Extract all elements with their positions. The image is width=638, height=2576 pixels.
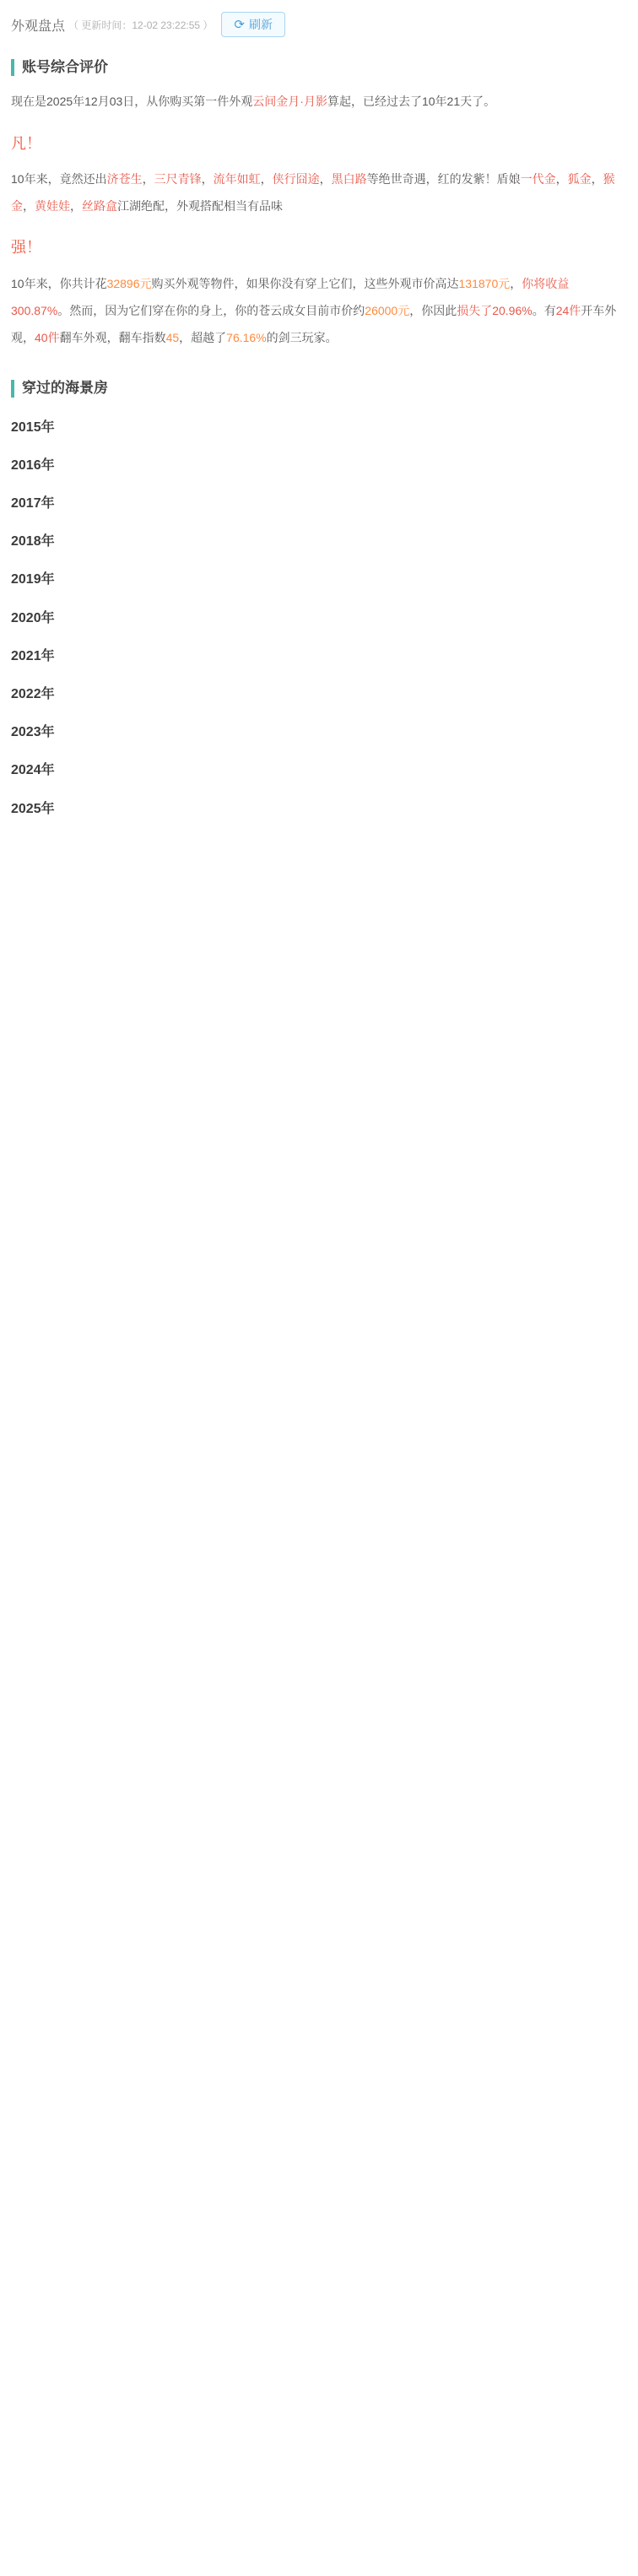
highlight-text: 三尺青锋 (154, 171, 202, 186)
worn-history-list (11, 419, 623, 817)
refresh-button[interactable] (221, 12, 285, 37)
fan-paragraph (11, 165, 623, 219)
plain-text: ， (201, 171, 214, 186)
highlight-text: 猴金 (11, 171, 615, 214)
highlight-text: 黑白路 (331, 171, 367, 186)
section-title-account-summary: 账号综合评价 (11, 59, 623, 76)
highlight-text: 狐金 (567, 171, 592, 186)
highlight-text: 24件 (555, 303, 581, 317)
highlight-text: 流年如虹 (213, 171, 261, 186)
plain-text: ， (591, 171, 603, 186)
plain-text: ， (70, 199, 82, 214)
plain-text: ， (510, 276, 522, 290)
highlight-text: 一代金 (520, 171, 556, 186)
year-heading: 2021年 (11, 648, 55, 663)
plain-text: ， (555, 171, 568, 186)
year-heading: 2015年 (11, 419, 55, 435)
plain-text: ，超越了 (179, 331, 227, 345)
plain-text: 算起，已经过去了10年21天了。 (327, 95, 496, 109)
appearance-report-page (0, 0, 638, 863)
year-heading: 2020年 (11, 610, 55, 625)
grade-fan-heading: 凡！ (11, 134, 41, 152)
year-heading: 2025年 (11, 801, 55, 816)
highlight-text: 26000元 (365, 303, 410, 317)
highlight-text: 32896元 (106, 276, 152, 290)
refresh-label: 刷新 (249, 18, 273, 31)
intro-paragraph (11, 88, 623, 115)
plain-text: ， (142, 171, 154, 186)
highlight-text: 76.16% (226, 331, 267, 345)
plain-text: 。有 (532, 303, 556, 317)
highlight-text: 云间金月·月影 (252, 95, 327, 109)
year-heading: 2022年 (11, 687, 55, 701)
plain-text: 10年来，竟然还出 (11, 171, 107, 186)
highlight-text: 40件 (35, 331, 60, 345)
highlight-text: 济苍生 (106, 171, 143, 186)
grade-qiang-heading: 强！ (11, 239, 41, 257)
year-heading: 2017年 (11, 496, 55, 511)
plain-text: ， (23, 199, 35, 214)
plain-text: ，你因此 (409, 303, 457, 317)
plain-text: 翻车外观，翻车指数 (59, 331, 166, 345)
highlight-text: 丝路盒 (82, 199, 117, 214)
year-heading: 2016年 (11, 457, 55, 473)
highlight-text: 45 (165, 331, 180, 345)
plain-text: ， (319, 171, 332, 186)
highlight-text: 损失了20.96% (457, 303, 533, 317)
plain-text: 购买外观等物件，如果你没有穿上它们，这些外观市价高达 (151, 276, 459, 290)
update-time: （ 更新时间：12-02 23:22:55 ） (68, 19, 214, 31)
year-heading: 2018年 (11, 534, 55, 549)
highlight-text: 131870元 (458, 276, 511, 290)
qiang-paragraph (11, 270, 623, 352)
plain-text: 开车外观， (11, 303, 617, 345)
plain-text: 。然而，因为它们穿在你的身上，你的苍云成女目前市价约 (57, 303, 365, 317)
plain-text: 等绝世奇遇，红的发紫！盾娘 (366, 171, 521, 186)
year-heading: 2019年 (11, 572, 55, 587)
report-header (11, 12, 623, 37)
plain-text: 的剑三玩家。 (266, 331, 338, 345)
plain-text: ， (260, 171, 273, 186)
highlight-text: 你将收益300.87% (11, 276, 570, 317)
plain-text: 10年来，你共计花 (11, 276, 107, 290)
section-title-worn-history: 穿过的海景房 (11, 380, 623, 397)
page-title: 外观盘点 (11, 19, 66, 34)
year-heading: 2024年 (11, 763, 55, 778)
highlight-text: 侠行囧途 (272, 171, 320, 186)
year-heading: 2023年 (11, 725, 55, 740)
plain-text: 江湖绝配，外观搭配相当有品味 (117, 199, 283, 214)
refresh-icon: ⟳ (234, 17, 245, 32)
highlight-text: 黄娃娃 (35, 199, 70, 214)
plain-text: 现在是2025年12月03日，从你购买第一件外观 (11, 95, 253, 109)
